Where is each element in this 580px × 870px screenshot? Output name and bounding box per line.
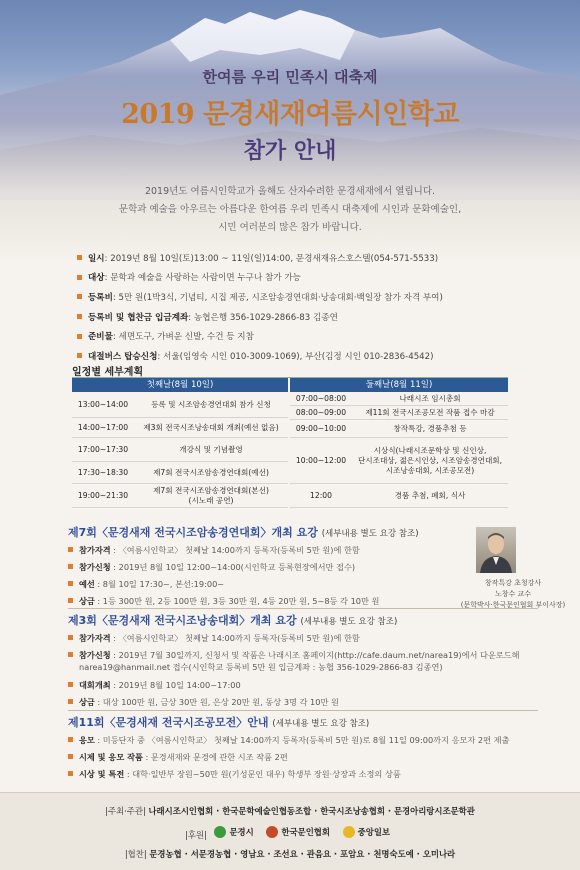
info-label: 등록비 및 협찬금 입금계좌 bbox=[88, 312, 189, 323]
footer bbox=[0, 792, 580, 870]
section-title bbox=[68, 612, 548, 630]
bullet-icon bbox=[68, 771, 73, 776]
schedule-time: 10:00~12:00 bbox=[290, 438, 352, 484]
sponsor-name: 문경시 bbox=[229, 827, 254, 837]
section-note: (세부내용 별도 요강 참조) bbox=[321, 529, 419, 539]
schedule-event: 개강식 및 기념촬영 bbox=[134, 438, 288, 462]
section-title-text: 제11회〈문경새재 전국시조공모전〉안내 bbox=[68, 716, 269, 729]
bullet-icon bbox=[68, 699, 73, 704]
row-value: : 미등단자 중 〈여름시인학교〉 첫째날 14:00까지 등록자(등록비 5만 원)로 8월 11일 09:00까지 응모자 2편 제출 bbox=[94, 735, 510, 745]
schedule-time: 08:00~09:00 bbox=[290, 406, 352, 420]
info-item-bus bbox=[77, 346, 557, 366]
row-label: 상금 bbox=[79, 697, 95, 707]
schedule-event: 제11회 전국시조공모전 작품 접수 마감 bbox=[352, 406, 508, 420]
info-value: : 문학과 예술을 사랑하는 사람이면 누구나 참가 가능 bbox=[104, 273, 301, 284]
schedule-event: 경품 추첨, 폐회, 식사 bbox=[352, 484, 508, 508]
bullet-icon bbox=[68, 737, 73, 742]
intro-line: 문학과 예술을 아우르는 아름다운 한여름 우리 민족시 대축제에 시인과 문화예술인, bbox=[118, 204, 462, 215]
schedule-event: 시상식(나래시조문학상 및 신인상, 단시조대상, 젊은시인상, 시조암송경연대회, 시조낭송대회, 시조공모전) bbox=[352, 438, 508, 484]
speaker-role: 창작특강 초청강사 bbox=[484, 579, 542, 587]
bullet-icon bbox=[68, 581, 73, 586]
divider bbox=[68, 710, 538, 711]
row-value: : 2019년 8월 10일 14:00~17:00 bbox=[110, 680, 241, 690]
row-label: 대회개최 bbox=[79, 680, 111, 690]
info-value: : 서울(임영숙 시인 010-3009-1069), 부산(김정 시인 010-2836-4542) bbox=[157, 351, 434, 362]
section-title-text: 제7회〈문경새재 전국시조암송경연대회〉개최 요강 bbox=[68, 526, 318, 539]
bullet-icon bbox=[77, 353, 82, 358]
event-subtitle: 한여름 우리 민족시 대축제 bbox=[202, 68, 378, 86]
schedule-title: 일정별 세부계획 bbox=[72, 367, 144, 378]
speaker-caption bbox=[458, 578, 568, 611]
schedule-time: 17:00~17:30 bbox=[72, 438, 134, 462]
info-label: 준비물 bbox=[88, 332, 113, 343]
schedule-event: 제7회 전국시조암송경연대회(예선) bbox=[134, 462, 288, 484]
bullet-icon bbox=[68, 547, 73, 552]
info-item-target bbox=[77, 268, 557, 288]
section-row bbox=[68, 749, 548, 766]
info-list bbox=[77, 248, 557, 366]
info-value: : 농협은행 356-1029-2866-83 김종연 bbox=[188, 312, 338, 323]
row-value: : 문경새재와 문경에 관한 시조 작품 2편 bbox=[142, 752, 288, 762]
schedule-event: 나래시조 임시총회 bbox=[352, 392, 508, 406]
row-value: : 대학·일반부 장원~50만 원(기성문인 대우) 학생부 장원·상장과 소정의 상품 bbox=[124, 769, 401, 779]
section-row bbox=[68, 694, 548, 711]
sponsor-writers-association bbox=[266, 826, 330, 838]
row-label: 참가신청 bbox=[79, 562, 111, 572]
schedule-time: 19:00~21:30 bbox=[72, 484, 134, 508]
section-note: (세부내용 별도 요강 참조) bbox=[272, 719, 370, 729]
row-label: 예선 bbox=[79, 579, 95, 589]
row-value: : 2019년 8월 10일 12:00~14:00(시인학교 등록현장에서만 접수) bbox=[110, 562, 356, 572]
schedule-time: 12:00 bbox=[290, 484, 352, 508]
writers-association-logo-icon bbox=[266, 826, 278, 838]
info-item-supplies bbox=[77, 326, 557, 346]
info-value: : 5만 원(1박3식, 기념티, 시집 제공, 시조암송경연대회·낭송대회·백일장 참가 자격 부여) bbox=[112, 292, 443, 303]
row-label: 시상 및 특전 bbox=[79, 769, 125, 779]
sponsor-mungyeong bbox=[214, 826, 253, 838]
info-label: 대절버스 탑승신청 bbox=[88, 351, 158, 362]
footer-organizers bbox=[0, 805, 580, 817]
info-value: : 세면도구, 가벼운 신발, 수건 등 지참 bbox=[112, 332, 254, 343]
section-row bbox=[68, 766, 548, 783]
guide-title: 참가 안내 bbox=[243, 139, 337, 164]
schedule-event: 등록 및 시조암송경연대회 참가 신청 bbox=[134, 392, 288, 418]
bullet-icon bbox=[68, 564, 73, 569]
sponsor-name: 한국문인협회 bbox=[281, 827, 330, 837]
bullet-icon bbox=[77, 294, 82, 299]
row-label: 참가자격 bbox=[79, 633, 111, 643]
bullet-icon bbox=[77, 255, 82, 260]
footer-supporters bbox=[0, 848, 580, 860]
schedule-time: 17:30~18:30 bbox=[72, 462, 134, 484]
section-title bbox=[68, 714, 548, 732]
bullet-icon bbox=[68, 598, 73, 603]
schedule-time: 09:00~10:00 bbox=[290, 420, 352, 438]
section-reading-contest bbox=[68, 612, 548, 711]
joongang-logo-icon bbox=[343, 826, 355, 838]
schedule-time: 13:00~14:00 bbox=[72, 392, 134, 418]
section-row bbox=[68, 732, 548, 749]
info-value: : 2019년 8월 10일(토)13:00 ~ 11일(일)14:00, 문경새재유스호스텔(054-571-5533) bbox=[104, 253, 439, 264]
section-poetry-contest bbox=[68, 714, 548, 783]
row-label: 상금 bbox=[79, 596, 95, 606]
info-label: 등록비 bbox=[88, 292, 113, 303]
section-title-text: 제3회〈문경새재 전국시조낭송대회〉개최 요강 bbox=[68, 614, 297, 627]
section-row bbox=[68, 647, 548, 677]
divider bbox=[68, 608, 538, 609]
row-value: : 2019년 7월 30일까지, 신청서 및 작품은 나래시조 홈페이지(http://cafe.daum.net/narea19)에서 다운로드해 narea19@hanmail.net 접수(시인학교 등록비 5만 원 입금계좌 : 농협 356-1029-2866-83 김종연) bbox=[79, 650, 520, 672]
row-label: 참가자격 bbox=[79, 545, 111, 555]
supporters-label: |협찬| bbox=[124, 849, 147, 859]
sponsor-joongang bbox=[343, 826, 390, 838]
section-row bbox=[68, 630, 548, 647]
sponsor-name: 중앙일보 bbox=[357, 827, 391, 837]
organizers-label: |주최·주관| bbox=[105, 806, 146, 816]
info-label: 대상 bbox=[88, 273, 105, 284]
mungyeong-logo-icon bbox=[214, 826, 226, 838]
row-label: 응모 bbox=[79, 735, 95, 745]
supporters-list: 문경농협 · 서문경농협 · 영남요 · 조선요 · 관음요 · 포암요 · 천명숙도예 · 오미나라 bbox=[149, 849, 456, 859]
sponsors-label: |후원| bbox=[184, 830, 207, 840]
speaker-portrait bbox=[476, 527, 516, 573]
intro-line: 시민 여러분의 많은 참가 바랍니다. bbox=[218, 222, 362, 233]
schedule-event: 제3회 전국시조낭송대회 개최(예선 없음) bbox=[134, 418, 288, 438]
footer-sponsors bbox=[0, 826, 580, 841]
bullet-icon bbox=[68, 635, 73, 640]
speaker-affiliation: (문학박사·한국문인협회 부이사장) bbox=[460, 601, 566, 609]
row-value: : 대상 100만 원, 금상 30만 원, 은상 20만 원, 동상 3명 각 10만 원 bbox=[94, 697, 339, 707]
bullet-icon bbox=[68, 682, 73, 687]
speaker-photo-icon bbox=[476, 527, 516, 573]
speaker-name: 노창수 교수 bbox=[494, 590, 532, 598]
row-value: : 〈여름시인학교〉 첫째날 14:00까지 등록자(등록비 5만 원)에 한함 bbox=[110, 633, 360, 643]
hero-banner bbox=[0, 0, 580, 262]
day2-header: 둘째날(8월 11일) bbox=[290, 378, 508, 392]
bullet-icon bbox=[68, 652, 73, 657]
section-row bbox=[68, 677, 548, 694]
intro-text bbox=[0, 183, 580, 237]
info-item-account bbox=[77, 307, 557, 327]
row-label: 참가신청 bbox=[79, 650, 111, 660]
row-value: : 〈여름시인학교〉 첫째날 14:00까지 등록자(등록비 5만 원)에 한함 bbox=[110, 545, 360, 555]
schedule-table bbox=[72, 377, 508, 507]
schedule-time: 14:00~17:00 bbox=[72, 418, 134, 438]
bullet-icon bbox=[77, 334, 82, 339]
organizers-list: 나래시조시인협회 · 한국문학예술인협동조합 · 한국시조낭송협회 · 문경아리랑시조문학관 bbox=[148, 806, 475, 816]
section-note: (세부내용 별도 요강 참조) bbox=[300, 617, 398, 627]
info-item-fee bbox=[77, 287, 557, 307]
event-title: 2019 문경새재여름시인학교 bbox=[121, 99, 459, 130]
schedule-event: 제7회 전국시조암송경연대회(본선) (시노래 공연) bbox=[134, 484, 288, 508]
row-value: : 1등 300만 원, 2등 100만 원, 3등 30만 원, 4등 20만 원, 5~8등 각 10만 원 bbox=[94, 596, 380, 606]
info-item-date bbox=[77, 248, 557, 268]
schedule-time: 07:00~08:00 bbox=[290, 392, 352, 406]
bullet-icon bbox=[68, 754, 73, 759]
row-value: : 8월 10일 17:30~, 본선:19:00~ bbox=[94, 579, 225, 589]
bullet-icon bbox=[77, 275, 82, 280]
bullet-icon bbox=[77, 314, 82, 319]
row-label: 시제 및 응모 작품 bbox=[79, 752, 143, 762]
info-label: 일시 bbox=[88, 253, 105, 264]
day1-header: 첫째날(8월 10일) bbox=[72, 378, 288, 392]
intro-line: 2019년도 여름시인학교가 올해도 산자수려한 문경새재에서 열립니다. bbox=[144, 186, 436, 197]
schedule-event: 창작특강, 경품추첨 등 bbox=[352, 420, 508, 438]
